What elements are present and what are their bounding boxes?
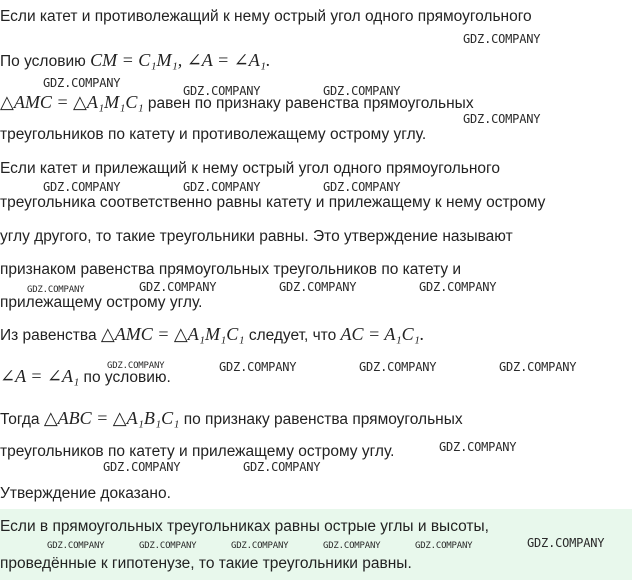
text-line-8: признаком равенства прямоугольных треугольников по катету и — [0, 261, 462, 278]
watermark: GDZ.COMPANY — [415, 541, 473, 551]
watermark: GDZ.COMPANY — [359, 360, 437, 374]
text-segment: равен по признаку равенства прямоугольных — [147, 95, 474, 112]
math-expression: △ABC = △A₁B₁C₁ — [43, 408, 180, 428]
watermark: GDZ.COMPANY — [243, 460, 321, 474]
watermark: GDZ.COMPANY — [279, 280, 357, 294]
text-segment: по условию. — [83, 369, 171, 386]
text-segment: по признаку равенства прямоугольных — [183, 411, 463, 428]
text-line-12 — [0, 408, 463, 430]
watermark: GDZ.COMPANY — [107, 361, 165, 371]
watermark: GDZ.COMPANY — [463, 112, 541, 126]
watermark: GDZ.COMPANY — [139, 280, 217, 294]
math-expression: △AMC = △A₁M₁C₁ — [100, 324, 245, 344]
math-expression: CM = C₁M₁, ∠A = ∠A₁. — [90, 50, 271, 70]
text-line-6: треугольника соответственно равны катету и прилежащему к нему острому — [0, 194, 546, 211]
text-segment: Из равенства — [0, 327, 97, 344]
text-line-10 — [0, 324, 424, 346]
text-line-2 — [0, 50, 270, 72]
watermark: GDZ.COMPANY — [527, 536, 605, 550]
watermark: GDZ.COMPANY — [43, 180, 121, 194]
watermark: GDZ.COMPANY — [27, 285, 85, 295]
watermark: GDZ.COMPANY — [499, 360, 577, 374]
watermark: GDZ.COMPANY — [463, 32, 541, 46]
watermark: GDZ.COMPANY — [419, 280, 497, 294]
math-expression: ∠A = ∠A₁ — [0, 366, 80, 386]
text-line-13: треугольников по катету и прилежащему острому углу. — [0, 443, 395, 460]
watermark: GDZ.COMPANY — [323, 541, 381, 551]
math-expression: △AMC = △A₁M₁C₁ — [0, 92, 144, 112]
watermark: GDZ.COMPANY — [47, 541, 105, 551]
text-segment: Тогда — [0, 411, 40, 428]
text-segment: следует, что — [248, 327, 337, 344]
watermark: GDZ.COMPANY — [231, 541, 289, 551]
text-line-4: треугольников по катету и противолежащему острому углу. — [0, 126, 427, 143]
watermark: GDZ.COMPANY — [183, 180, 261, 194]
text-line-15: Если в прямоугольных треугольниках равны острые углы и высоты, — [0, 518, 489, 535]
watermark: GDZ.COMPANY — [323, 84, 401, 98]
watermark: GDZ.COMPANY — [43, 76, 121, 90]
text-line-5: Если катет и прилежащий к нему острый угол одного прямоугольного — [0, 160, 500, 177]
text-segment: По условию — [0, 53, 86, 70]
text-line-7: углу другого, то такие треугольники равны. Это утверждение называют — [0, 228, 513, 245]
watermark: GDZ.COMPANY — [219, 360, 297, 374]
text-line-1: Если катет и противолежащий к нему острый угол одного прямоугольного — [0, 8, 532, 25]
watermark: GDZ.COMPANY — [183, 84, 261, 98]
watermark: GDZ.COMPANY — [139, 541, 197, 551]
text-line-9: прилежащему острому углу. — [0, 294, 203, 311]
watermark: GDZ.COMPANY — [439, 440, 517, 454]
watermark: GDZ.COMPANY — [103, 460, 181, 474]
text-line-14: Утверждение доказано. — [0, 485, 171, 502]
math-expression: AC = A₁C₁. — [340, 324, 425, 344]
text-line-16: проведённые к гипотенузе, то такие треугольники равны. — [0, 555, 412, 572]
watermark: GDZ.COMPANY — [323, 180, 401, 194]
